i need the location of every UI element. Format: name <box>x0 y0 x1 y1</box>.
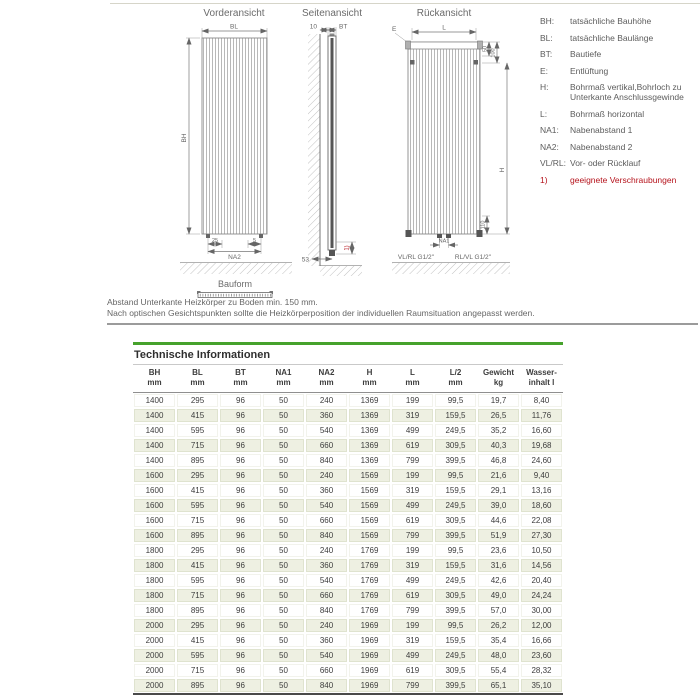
svg-text:L: L <box>442 24 446 32</box>
table-cell: 159,5 <box>435 409 476 422</box>
table-row <box>133 408 563 423</box>
side-view-title: Seitenansicht <box>301 8 363 19</box>
side-view-drawing <box>302 24 362 277</box>
front-view-title: Vorderansicht <box>203 8 265 19</box>
table-cell: 1400 <box>134 439 175 452</box>
column-header: BT mm <box>233 368 248 387</box>
table-row <box>133 498 563 513</box>
legend-item <box>540 142 698 152</box>
table-cell: 1569 <box>349 469 390 482</box>
svg-text:RL/VL G1/2'': RL/VL G1/2'' <box>454 254 492 261</box>
legend-description: geeignete Verschraubungen <box>570 174 677 185</box>
table-cell: 415 <box>177 484 218 497</box>
table-cell: 295 <box>177 544 218 557</box>
table-cell: 12,00 <box>521 619 562 632</box>
table-cell: 96 <box>220 664 261 677</box>
table-cell: 309,5 <box>435 439 476 452</box>
table-cell: 96 <box>220 424 261 437</box>
table-cell: 1400 <box>134 394 175 407</box>
table-cell: 50 <box>263 589 304 602</box>
table-cell: 619 <box>392 439 433 452</box>
rear-view-title: Rückansicht <box>416 8 472 19</box>
table-cell: 50 <box>263 439 304 452</box>
svg-text:25: 25 <box>211 238 219 244</box>
table-cell: 96 <box>220 439 261 452</box>
table-cell: 29,1 <box>478 484 519 497</box>
legend-item <box>540 16 698 26</box>
table-cell: 1600 <box>134 514 175 527</box>
table-cell: 19,7 <box>478 394 519 407</box>
table-cell: 360 <box>306 559 347 572</box>
table-cell: 50 <box>263 424 304 437</box>
table-cell: 2000 <box>134 619 175 632</box>
table-cell: 240 <box>306 469 347 482</box>
svg-text:110: 110 <box>480 220 487 230</box>
table-cell: 24,60 <box>521 454 562 467</box>
table-cell: 99,5 <box>435 394 476 407</box>
legend-term: NA2: <box>540 141 559 152</box>
table-cell: 13,16 <box>521 484 562 497</box>
svg-text:BL: BL <box>230 23 238 31</box>
svg-text:BH: BH <box>181 133 188 143</box>
table-cell: 1569 <box>349 484 390 497</box>
table-cell: 96 <box>220 574 261 587</box>
table-cell: 895 <box>177 454 218 467</box>
table-cell: 50 <box>263 499 304 512</box>
table-cell: 619 <box>392 664 433 677</box>
table-cell: 799 <box>392 454 433 467</box>
table-cell: 199 <box>392 394 433 407</box>
table-cell: 1800 <box>134 604 175 617</box>
table-cell: 895 <box>177 679 218 692</box>
legend-description: tatsächliche Bauhöhe <box>570 16 652 26</box>
table-cell: 50 <box>263 394 304 407</box>
table-cell: 50 <box>263 679 304 692</box>
table-cell: 40,3 <box>478 439 519 452</box>
table-cell: 660 <box>306 664 347 677</box>
table-row <box>133 423 563 438</box>
table-cell: 799 <box>392 679 433 692</box>
table-cell: 9,40 <box>521 469 562 482</box>
table-cell: 96 <box>220 514 261 527</box>
table-cell: 50 <box>263 514 304 527</box>
table-cell: 499 <box>392 424 433 437</box>
section-divider <box>107 323 698 325</box>
table-cell: 840 <box>306 679 347 692</box>
table-cell: 96 <box>220 679 261 692</box>
svg-text:5: 5 <box>252 238 257 244</box>
table-cell: 19,68 <box>521 439 562 452</box>
svg-text:NA1: NA1 <box>438 238 450 245</box>
legend-description: Entlüftung <box>570 65 609 76</box>
table-cell: 96 <box>220 394 261 407</box>
table-cell: 96 <box>220 619 261 632</box>
rear-view-drawing <box>392 25 510 275</box>
table-cell: 8,40 <box>521 394 562 407</box>
table-cell: 50 <box>263 454 304 467</box>
column-header: BH mm <box>147 368 162 387</box>
table-row <box>133 648 563 663</box>
table-cell: 415 <box>177 409 218 422</box>
table-cell: 249,5 <box>435 424 476 437</box>
table-cell: 23,6 <box>478 544 519 557</box>
table-cell: 540 <box>306 424 347 437</box>
column-header: H mm <box>362 368 377 387</box>
svg-text:53: 53 <box>301 256 309 264</box>
table-cell: 1569 <box>349 514 390 527</box>
table-cell: 159,5 <box>435 484 476 497</box>
table-row <box>133 558 563 573</box>
table-cell: 44,6 <box>478 514 519 527</box>
column-header: NA2 mm <box>318 368 335 387</box>
table-cell: 1369 <box>349 409 390 422</box>
table-cell: 840 <box>306 604 347 617</box>
table-cell: 399,5 <box>435 454 476 467</box>
table-cell: 595 <box>177 424 218 437</box>
table-cell: 50 <box>263 574 304 587</box>
table-cell: 65,1 <box>478 679 519 692</box>
table-cell: 96 <box>220 544 261 557</box>
table-cell: 21,6 <box>478 469 519 482</box>
footnote-line-1: Abstand Unterkante Heizkörper zu Boden min. 150 mm. <box>107 297 318 307</box>
table-cell: 1969 <box>349 649 390 662</box>
table-cell: 96 <box>220 409 261 422</box>
table-cell: 595 <box>177 649 218 662</box>
table-cell: 99,5 <box>435 544 476 557</box>
table-cell: 50 <box>263 409 304 422</box>
table-cell: 50 <box>263 664 304 677</box>
table-cell: 49,0 <box>478 589 519 602</box>
table-row <box>133 453 563 468</box>
table-cell: 619 <box>392 514 433 527</box>
table-cell: 1569 <box>349 529 390 542</box>
table-cell: 35,2 <box>478 424 519 437</box>
table-cell: 96 <box>220 529 261 542</box>
table-cell: 51,9 <box>478 529 519 542</box>
table-cell: 50 <box>263 619 304 632</box>
table-cell: 1600 <box>134 484 175 497</box>
footnote-marker: 1) <box>344 245 351 251</box>
table-cell: 499 <box>392 574 433 587</box>
legend-description: tatsächliche Baulänge <box>570 32 654 43</box>
column-header: Wasser- inhalt l <box>526 368 557 387</box>
table-cell: 16,66 <box>521 634 562 647</box>
legend-term: BL: <box>540 32 553 43</box>
table-cell: 96 <box>220 454 261 467</box>
svg-text:VL/RL G1/2'': VL/RL G1/2'' <box>397 254 435 261</box>
table-row <box>133 603 563 618</box>
table-cell: 309,5 <box>435 514 476 527</box>
table-row <box>133 573 563 588</box>
legend-description: Bohrmaß vertikal,Bohrloch zu Unterkante Anschlussgewinde <box>570 82 684 102</box>
table-cell: 96 <box>220 484 261 497</box>
table-cell: 50 <box>263 469 304 482</box>
table-row <box>133 633 563 648</box>
table-cell: 199 <box>392 619 433 632</box>
table-row <box>133 513 563 528</box>
table-cell: 499 <box>392 649 433 662</box>
table-cell: 35,4 <box>478 634 519 647</box>
table-cell: 595 <box>177 499 218 512</box>
legend-description: Bautiefe <box>570 49 602 59</box>
table-cell: 415 <box>177 559 218 572</box>
table-cell: 499 <box>392 499 433 512</box>
table-row <box>133 468 563 483</box>
table-cell: 309,5 <box>435 664 476 677</box>
table-cell: 11,76 <box>521 409 562 422</box>
legend-term: BH: <box>540 16 555 26</box>
table-cell: 540 <box>306 574 347 587</box>
table-cell: 715 <box>177 664 218 677</box>
table-cell: 50 <box>263 544 304 557</box>
svg-text:BT: BT <box>339 23 348 31</box>
table-cell: 1769 <box>349 604 390 617</box>
table-cell: 399,5 <box>435 679 476 692</box>
table-cell: 1969 <box>349 679 390 692</box>
legend-description: Nabenabstand 2 <box>570 141 633 152</box>
table-cell: 895 <box>177 604 218 617</box>
table-cell: 240 <box>306 619 347 632</box>
technical-info-section <box>133 342 563 695</box>
table-cell: 1800 <box>134 589 175 602</box>
table-cell: 50 <box>263 634 304 647</box>
table-cell: 50 <box>263 484 304 497</box>
table-cell: 1769 <box>349 544 390 557</box>
table-cell: 10,50 <box>521 544 562 557</box>
legend-item <box>540 158 698 168</box>
table-row <box>133 393 563 408</box>
table-cell: 1369 <box>349 424 390 437</box>
legend-term: L: <box>540 108 548 119</box>
legend-term: VL/RL: <box>540 158 566 168</box>
table-row <box>133 438 563 453</box>
table-cell: 159,5 <box>435 559 476 572</box>
legend-item <box>540 49 698 59</box>
table-cell: 240 <box>306 394 347 407</box>
table-row <box>133 528 563 543</box>
svg-text:H: H <box>499 167 506 173</box>
table-cell: 26,2 <box>478 619 519 632</box>
table-cell: 1969 <box>349 619 390 632</box>
table-cell: 1369 <box>349 454 390 467</box>
svg-text:10: 10 <box>309 23 317 31</box>
table-row <box>133 483 563 498</box>
table-cell: 96 <box>220 499 261 512</box>
svg-text:E: E <box>392 26 397 33</box>
svg-text:50: 50 <box>482 45 489 53</box>
table-cell: 2000 <box>134 664 175 677</box>
legend-item <box>540 125 698 135</box>
legend-item <box>540 66 698 76</box>
table-cell: 57,0 <box>478 604 519 617</box>
table-cell: 1769 <box>349 589 390 602</box>
table-cell: 96 <box>220 589 261 602</box>
table-cell: 16,60 <box>521 424 562 437</box>
table-cell: 895 <box>177 529 218 542</box>
table-cell: 99,5 <box>435 469 476 482</box>
table-cell: 20,40 <box>521 574 562 587</box>
table-cell: 1400 <box>134 424 175 437</box>
legend-term: NA1: <box>540 125 559 135</box>
table-cell: 96 <box>220 559 261 572</box>
table-cell: 30,00 <box>521 604 562 617</box>
table-cell: 2000 <box>134 649 175 662</box>
table-cell: 24,24 <box>521 589 562 602</box>
table-cell: 50 <box>263 649 304 662</box>
table-cell: 18,60 <box>521 499 562 512</box>
table-cell: 399,5 <box>435 604 476 617</box>
table-cell: 1769 <box>349 574 390 587</box>
table-cell: 319 <box>392 634 433 647</box>
table-cell: 35,10 <box>521 679 562 692</box>
footnotes <box>107 297 535 318</box>
table-row <box>133 588 563 603</box>
legend-term: H: <box>540 82 549 92</box>
table-cell: 28,32 <box>521 664 562 677</box>
table-cell: 360 <box>306 634 347 647</box>
table-cell: 50 <box>263 529 304 542</box>
bauform-label: Bauform <box>217 279 253 289</box>
table-cell: 14,56 <box>521 559 562 572</box>
legend-description: Vor- oder Rücklauf <box>570 158 641 168</box>
table-cell: 799 <box>392 529 433 542</box>
table-cell: 540 <box>306 499 347 512</box>
table-cell: 715 <box>177 589 218 602</box>
table-cell: 1769 <box>349 559 390 572</box>
table-cell: 1969 <box>349 664 390 677</box>
legend-item <box>540 82 698 102</box>
table-cell: 319 <box>392 559 433 572</box>
table-cell: 619 <box>392 589 433 602</box>
table-cell: 1400 <box>134 409 175 422</box>
table-cell: 26,5 <box>478 409 519 422</box>
front-view-drawing <box>180 24 292 298</box>
table-cell: 399,5 <box>435 529 476 542</box>
table-cell: 2000 <box>134 634 175 647</box>
table-cell: 360 <box>306 409 347 422</box>
table-cell: 50 <box>263 559 304 572</box>
table-cell: 2000 <box>134 679 175 692</box>
table-cell: 240 <box>306 544 347 557</box>
table-cell: 715 <box>177 439 218 452</box>
column-header: Gewicht kg <box>482 368 515 387</box>
table-cell: 22,08 <box>521 514 562 527</box>
table-cell: 31,6 <box>478 559 519 572</box>
table-cell: 660 <box>306 514 347 527</box>
svg-text:100: 100 <box>490 48 497 58</box>
legend-item <box>540 109 698 119</box>
table-row <box>133 663 563 678</box>
table-cell: 1600 <box>134 469 175 482</box>
table-row <box>133 543 563 558</box>
table-cell: 96 <box>220 604 261 617</box>
table-cell: 39,0 <box>478 499 519 512</box>
legend-term: 1) <box>540 174 548 185</box>
table-row <box>133 678 563 693</box>
table-cell: 360 <box>306 484 347 497</box>
table-cell: 199 <box>392 544 433 557</box>
table-cell: 1800 <box>134 559 175 572</box>
legend <box>540 16 698 191</box>
table-cell: 1800 <box>134 544 175 557</box>
column-header: NA1 mm <box>275 368 292 387</box>
table-cell: 42,6 <box>478 574 519 587</box>
table-cell: 540 <box>306 649 347 662</box>
table-cell: 1369 <box>349 394 390 407</box>
table-body <box>133 393 563 695</box>
table-cell: 55,4 <box>478 664 519 677</box>
table-cell: 99,5 <box>435 619 476 632</box>
table-cell: 249,5 <box>435 649 476 662</box>
column-header: BL mm <box>190 368 205 387</box>
table-cell: 1600 <box>134 499 175 512</box>
table-cell: 249,5 <box>435 499 476 512</box>
table-cell: 660 <box>306 439 347 452</box>
table-cell: 199 <box>392 469 433 482</box>
table-cell: 96 <box>220 649 261 662</box>
table-cell: 595 <box>177 574 218 587</box>
table-row <box>133 618 563 633</box>
svg-text:NA2: NA2 <box>228 254 241 261</box>
table-cell: 840 <box>306 454 347 467</box>
table-cell: 1569 <box>349 499 390 512</box>
table-cell: 159,5 <box>435 634 476 647</box>
table-cell: 309,5 <box>435 589 476 602</box>
table-cell: 295 <box>177 394 218 407</box>
table-cell: 96 <box>220 469 261 482</box>
legend-term: E: <box>540 65 549 76</box>
column-header: L/2 mm <box>448 368 463 387</box>
table-cell: 319 <box>392 484 433 497</box>
legend-description: Nabenabstand 1 <box>570 125 633 135</box>
table-header-row <box>133 364 563 393</box>
table-cell: 249,5 <box>435 574 476 587</box>
table-cell: 799 <box>392 604 433 617</box>
table-cell: 23,60 <box>521 649 562 662</box>
table-title: Technische Informationen <box>134 349 271 361</box>
table-cell: 46,8 <box>478 454 519 467</box>
legend-term: BT: <box>540 49 553 59</box>
table-cell: 1400 <box>134 454 175 467</box>
table-cell: 96 <box>220 634 261 647</box>
legend-description: Bohrmaß horizontal <box>570 108 645 119</box>
table-cell: 295 <box>177 619 218 632</box>
column-header: L mm <box>405 368 420 387</box>
table-cell: 715 <box>177 514 218 527</box>
table-cell: 295 <box>177 469 218 482</box>
legend-item <box>540 33 698 43</box>
table-cell: 27,30 <box>521 529 562 542</box>
table-cell: 1969 <box>349 634 390 647</box>
table-cell: 1600 <box>134 529 175 542</box>
page-top-divider <box>110 3 700 4</box>
table-cell: 319 <box>392 409 433 422</box>
table-cell: 660 <box>306 589 347 602</box>
table-cell: 840 <box>306 529 347 542</box>
legend-item <box>540 175 698 185</box>
table-cell: 415 <box>177 634 218 647</box>
table-cell: 1800 <box>134 574 175 587</box>
footnote-line-2: Nach optischen Gesichtspunkten sollte die Heizkörperposition der individuellen Raumsituation angepasst werden. <box>107 307 535 318</box>
table-cell: 50 <box>263 604 304 617</box>
technical-drawings <box>140 20 540 298</box>
table-cell: 48,0 <box>478 649 519 662</box>
table-cell: 1369 <box>349 439 390 452</box>
